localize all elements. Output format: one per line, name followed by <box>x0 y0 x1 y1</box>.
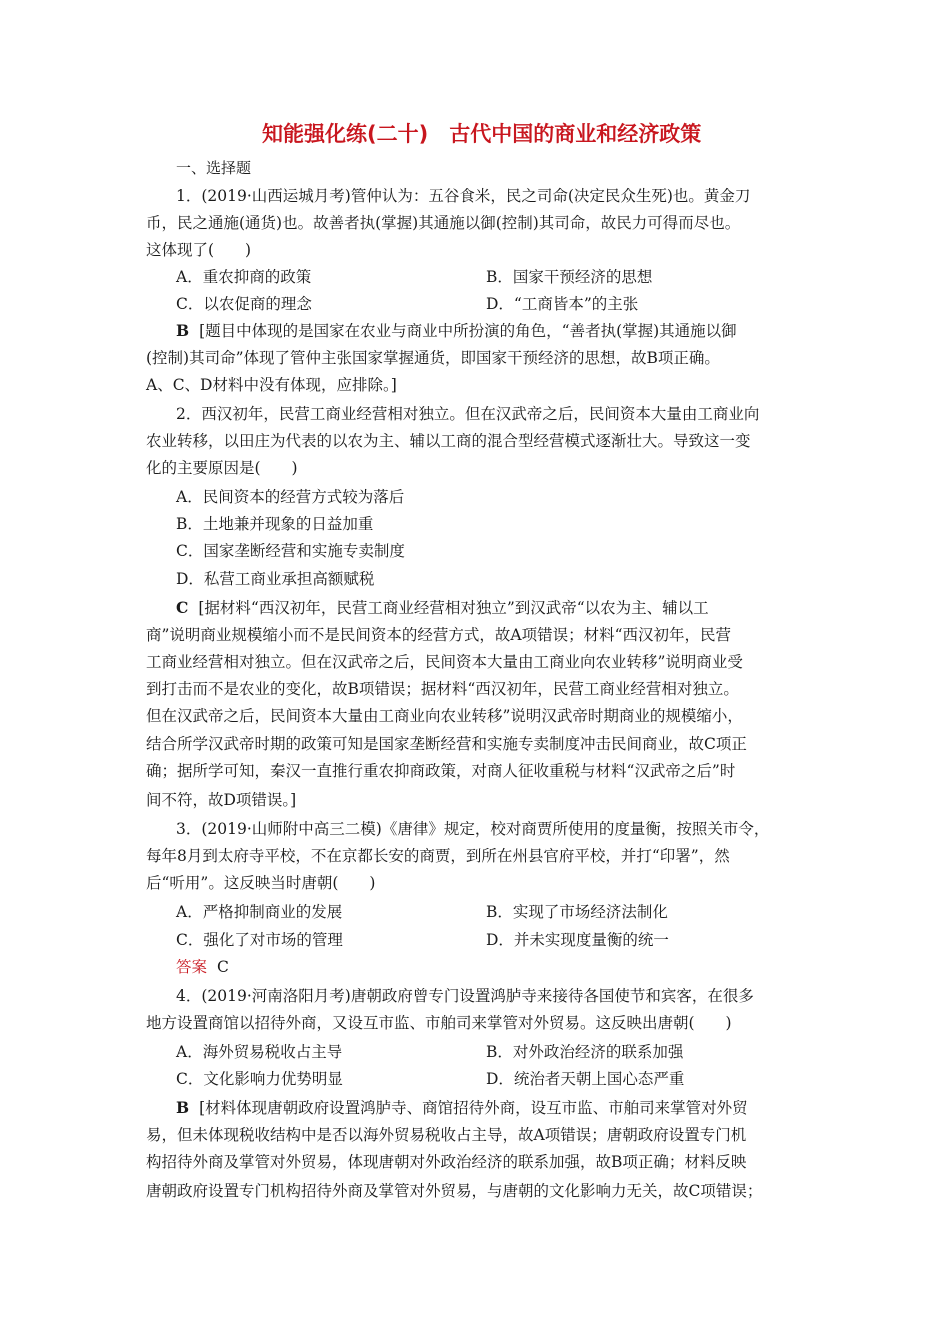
q2-line-3: 化的主要原因是( ) <box>146 459 298 477</box>
q4-explanation-line-2: 易，但未体现税收结构中是否以海外贸易税收占主导，故A项错误；唐朝政府设置专门机 <box>146 1126 747 1144</box>
q1-option-a: A．重农抑商的政策 <box>176 268 312 286</box>
q1-answer-letter: B <box>176 321 190 340</box>
q3-option-c: C．强化了对市场的管理 <box>176 931 343 949</box>
q1-option-b: B．国家干预经济的思想 <box>486 268 653 286</box>
q1-line-3: 这体现了( ) <box>146 241 252 259</box>
q3-option-a: A．严格抑制商业的发展 <box>176 903 343 921</box>
q2-explanation-line-8: 间不符，故D项错误。] <box>146 791 297 809</box>
q2-explanation-line-1 <box>176 598 709 618</box>
q2-explanation-line-4: 到打击而不是农业的变化，故B项错误；据材料“西汉初年，民营工商业经营相对独立。 <box>146 680 739 698</box>
q3-line-3: 后“听用”。这反映当时唐朝( ) <box>146 874 376 892</box>
q3-answer-label: 答案 <box>176 958 208 976</box>
q2-answer-letter: C <box>176 598 189 617</box>
q4-explanation-line-1 <box>176 1098 748 1118</box>
q4-explanation-text-1: [材料体现唐朝政府设置鸿胪寺、商馆招待外商，设互市监、市舶司来掌管对外贸 <box>199 1099 748 1117</box>
q2-option-c: C．国家垄断经营和实施专卖制度 <box>176 542 405 560</box>
q1-explanation-line-3: A、C、D材料中没有体现，应排除。] <box>146 376 397 394</box>
q4-answer-letter: B <box>176 1098 190 1117</box>
q4-option-a: A．海外贸易税收占主导 <box>176 1043 343 1061</box>
q2-explanation-line-3: 工商业经营相对独立。但在汉武帝之后，民间资本大量由工商业向农业转移”说明商业受 <box>146 653 743 671</box>
q4-explanation-line-3: 构招待外商及掌管对外贸易，体现唐朝对外政治经济的联系加强，故B项正确；材料反映 <box>146 1153 747 1171</box>
q3-option-b: B．实现了市场经济法制化 <box>486 903 668 921</box>
q1-option-d: D．“工商皆本”的主张 <box>486 295 639 313</box>
q4-option-d: D．统治者天朝上国心态严重 <box>486 1070 685 1088</box>
q2-option-a: A．民间资本的经营方式较为落后 <box>176 488 405 506</box>
q4-line-1: 4．(2019·河南洛阳月考)唐朝政府曾专门设置鸿胪寺来接待各国使节和宾客，在很多 <box>176 987 754 1005</box>
q2-explanation-line-7: 确；据所学可知，秦汉一直推行重农抑商政策，对商人征收重税与材料“汉武帝之后”时 <box>146 762 736 780</box>
section-heading: 一、选择题 <box>176 159 252 177</box>
q2-option-b: B．土地兼并现象的日益加重 <box>176 515 374 533</box>
q2-option-d: D．私营工商业承担高额赋税 <box>176 570 375 588</box>
q2-line-1: 2．西汉初年，民营工商业经营相对独立。但在汉武帝之后，民间资本大量由工商业向 <box>176 405 760 423</box>
q4-option-b: B．对外政治经济的联系加强 <box>486 1043 684 1061</box>
q2-explanation-line-5: 但在汉武帝之后，民间资本大量由工商业向农业转移”说明汉武帝时期商业的规模缩小， <box>146 707 743 725</box>
q3-answer <box>176 957 229 977</box>
q2-explanation-line-2: 商”说明商业规模缩小而不是民间资本的经营方式，故A项错误；材料“西汉初年，民营 <box>146 626 732 644</box>
q1-option-c: C．以农促商的理念 <box>176 295 312 313</box>
q1-explanation-line-2: (控制)其司命”体现了管仲主张国家掌握通货，即国家干预经济的思想，故B项正确。 <box>146 349 720 367</box>
q4-line-2: 地方设置商馆以招待外商，又设互市监、市舶司来掌管对外贸易。这反映出唐朝( ) <box>146 1014 732 1032</box>
q3-line-1: 3．(2019·山师附中高三二模)《唐律》规定，校对商贾所使用的度量衡，按照关市令， <box>176 820 770 838</box>
q1-line-2: 币，民之通施(通货)也。故善者执(掌握)其通施以御(控制)其司命，故民力可得而尽也。 <box>146 214 741 232</box>
q1-explanation-text-1: [题目中体现的是国家在农业与商业中所扮演的角色，“善者执(掌握)其通施以御 <box>199 322 737 340</box>
q4-explanation-line-4: 唐朝政府设置专门机构招待外商及掌管对外贸易，与唐朝的文化影响力无关，故C项错误； <box>146 1182 763 1200</box>
q2-explanation-line-6: 结合所学汉武帝时期的政策可知是国家垄断经营和实施专卖制度冲击民间商业，故C项正 <box>146 735 747 753</box>
q4-option-c: C．文化影响力优势明显 <box>176 1070 343 1088</box>
q2-explanation-text-1: [据材料“西汉初年，民营工商业经营相对独立”到汉武帝“以农为主、辅以工 <box>198 599 709 617</box>
q2-line-2: 农业转移，以田庄为代表的以农为主、辅以工商的混合型经营模式逐渐壮大。导致这一变 <box>146 432 751 450</box>
page-title: 知能强化练(二十) 古代中国的商业和经济政策 <box>262 122 702 146</box>
q3-option-d: D．并未实现度量衡的统一 <box>486 931 669 949</box>
q1-explanation-line-1 <box>176 321 737 341</box>
q3-answer-letter: C <box>217 958 229 976</box>
q3-line-2: 每年8月到太府寺平校，不在京都长安的商贾，到所在州县官府平校，并打“印署”，然 <box>146 847 730 865</box>
q1-line-1: 1．(2019·山西运城月考)管仲认为：五谷食米，民之司命(决定民众生死)也。黄金刀 <box>176 187 751 205</box>
